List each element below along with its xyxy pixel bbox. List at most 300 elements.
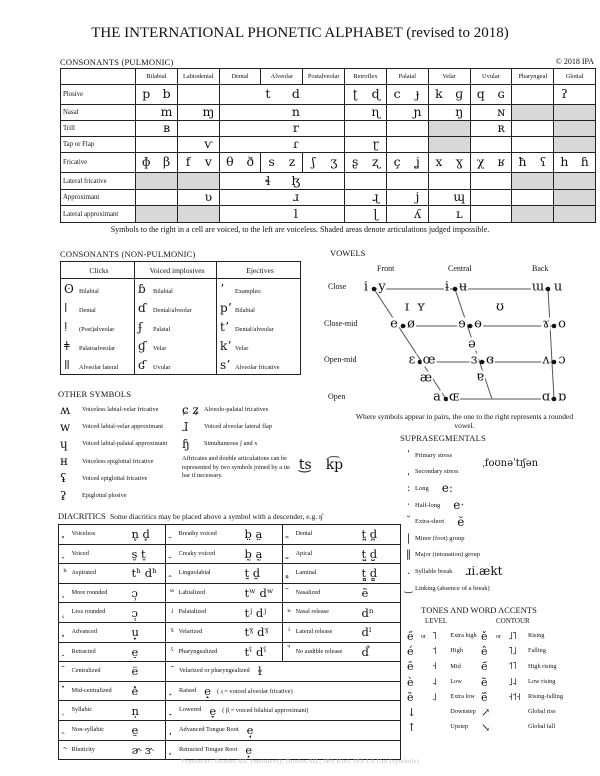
consonant-cell [345, 190, 387, 206]
vowel-symbol: ʊ [495, 299, 505, 315]
voiced-symbol: ɹ [292, 189, 299, 205]
voiced-symbol: ɦ [580, 154, 589, 170]
voiced-symbol: ʁ [497, 154, 505, 170]
diacritic-example: b̰ a̰ [245, 544, 283, 564]
diacritic-name: Advanced [72, 622, 132, 642]
vowel-row-label: Open-mid [324, 355, 357, 364]
diacritic-name: Syllabic [72, 701, 132, 721]
symbol-name: Voiced labial-palatal approximant [82, 440, 168, 448]
consonant-cell [303, 153, 345, 173]
diacritic-mark [166, 725, 179, 735]
suprasegmental-row [402, 530, 594, 547]
consonant-cell [177, 137, 219, 153]
impossible-cell [136, 173, 178, 190]
consonant-cell [177, 153, 219, 173]
consonant-cell [345, 121, 387, 137]
symbol-name: Dental [79, 306, 96, 314]
nonpulmonic-cell [135, 279, 217, 299]
place-header: Pharyngeal [512, 69, 554, 85]
symbol-name: Alveolar lateral [79, 363, 119, 371]
tone-letter: ˦˥ [508, 661, 516, 673]
ipa-symbol: pʼ [220, 300, 232, 315]
tone-symbol: ↓ [407, 706, 417, 720]
nonpulmonic-cell [135, 298, 217, 317]
place-header: Dental [219, 69, 261, 85]
voiceless-symbol: t [265, 86, 271, 102]
consonant-cell [428, 206, 470, 223]
voiceless-symbol: ħ [518, 154, 527, 170]
voiced-symbol: ɖ [371, 86, 380, 102]
voiced-symbol: ʟ [455, 205, 463, 221]
diacritic-name: Linguolabial [179, 564, 245, 584]
ipa-symbol: ɧ [182, 436, 190, 451]
other-symbols-title: OTHER SYMBOLS [58, 389, 132, 399]
vowel-symbol: ɞ [486, 352, 494, 368]
consonant-cell [219, 105, 344, 121]
impossible-cell [512, 173, 554, 190]
tone-row [407, 720, 489, 735]
diacritic-merged-cell [166, 662, 401, 682]
voiced-symbol: ʒ [330, 154, 338, 170]
diacritic-mark [59, 720, 72, 740]
consonant-cell [554, 153, 596, 173]
diacritic-mark [283, 583, 296, 603]
diacritic-name: Apical [296, 544, 362, 564]
consonant-cell [386, 173, 428, 190]
voiceless-symbol: ɸ [141, 154, 151, 170]
tone-symbol: ↑ [407, 721, 417, 735]
diacritic-name: Raised [179, 686, 197, 694]
tones-contour-header: CONTOUR [496, 617, 530, 625]
suprasegmental-row [402, 547, 594, 564]
voiced-symbol: ɾ [293, 136, 299, 152]
diacritic-mark: ʰ [59, 564, 72, 584]
voiced-symbol: ɭ [373, 205, 378, 221]
tone-letter: ˩ [431, 691, 436, 703]
other-symbol-row [60, 487, 228, 504]
voiced-symbol: ʋ [204, 189, 213, 205]
voiced-symbol: ɡ [455, 86, 464, 102]
diacritics-subtitle: Some diacritics may be placed above a symbol with a descender, e.g. ŋ̊ [109, 512, 323, 521]
tie-bar-examples [299, 457, 357, 474]
other-symbols-right-column [182, 401, 307, 453]
vowels-note: Where symbols appear in pairs, the one to the right represents a rounded vowel. [355, 412, 574, 430]
impossible-cell [554, 137, 596, 153]
suprasegmental-example: ĕ [457, 514, 465, 529]
ipa-symbol: ʡ [60, 488, 67, 503]
tone-symbol: ě [481, 630, 488, 644]
diacritic-mark [166, 745, 179, 755]
diacritic-name: Rhoticity [72, 740, 132, 760]
consonant-cell [136, 190, 178, 206]
consonant-cell [345, 153, 387, 173]
tone-symbol: ē [407, 660, 414, 674]
tone-name: High [450, 647, 463, 655]
tone-row [481, 720, 596, 735]
diacritic-name: Voiced [72, 544, 132, 564]
place-header: Postalveolar [303, 69, 345, 85]
diacritic-merged-cell [166, 740, 401, 760]
suprasegmental-mark: ‿ [404, 582, 413, 594]
voiced-symbol: ʎ [413, 205, 422, 221]
ipa-symbol: sʼ [220, 357, 230, 372]
vowel-symbol: ɘ [458, 316, 466, 332]
ipa-symbol: ʢ [60, 471, 67, 486]
consonant-cell [345, 105, 387, 121]
diacritic-mark: ˜ [170, 666, 175, 677]
suprasegmentals-title: SUPRASEGMENTALS [400, 433, 486, 443]
suprasegmental-row [402, 563, 594, 580]
tone-row [407, 705, 489, 720]
voiced-symbol: ɟ [415, 86, 420, 102]
voiceless-symbol: ɬ [265, 172, 271, 188]
consonant-cell [428, 173, 470, 190]
diacritic-mark: ˤ [166, 642, 179, 662]
consonant-cell [470, 190, 512, 206]
suprasegmental-row [402, 580, 594, 597]
vowels-section-title: VOWELS [330, 248, 366, 258]
suprasegmental-name: Long [415, 484, 429, 492]
vowel-col-label: Back [532, 264, 549, 273]
voiceless-symbol: q [476, 86, 485, 102]
symbol-name: Palatal [153, 325, 171, 333]
impossible-cell [428, 137, 470, 153]
symbol-name: Voiceless labial-velar fricative [82, 406, 159, 414]
voiced-symbol: ɳ [371, 104, 381, 120]
diacritic-mark: ⁿ [283, 603, 296, 623]
consonant-cell [386, 153, 428, 173]
ipa-symbol: ɗ [138, 300, 147, 315]
symbol-name: Examples: [235, 287, 262, 295]
vowel-chart [322, 248, 598, 448]
nonpulmonic-cell [135, 355, 217, 375]
consonant-cell [386, 137, 428, 153]
diacritic-mark [59, 642, 72, 662]
suprasegmental-name: Minor (foot) group [415, 534, 465, 542]
diacritic-name: Lowered [179, 706, 202, 714]
consonant-cell [470, 85, 512, 105]
vowel-symbol: ɔ [558, 352, 566, 368]
suprasegmental-mark: ‖ [406, 549, 411, 561]
voiceless-symbol: ʂ [352, 154, 359, 170]
ipa-symbol: ǀ [64, 300, 68, 315]
vowel-symbol: u [553, 279, 563, 295]
vowel-symbol: ʏ [416, 299, 426, 315]
ipa-symbol: ǃ [64, 319, 68, 334]
ipa-symbol: ɺ [182, 419, 189, 434]
tone-row [481, 659, 596, 674]
typeface-credit: Typefaces: Doulos SIL (metatext); Doulos SIL, IPA Kiel, IPA LS Uni (symbols) [180, 758, 420, 765]
tone-row [481, 690, 596, 705]
vowel-symbol: ɯ [531, 279, 545, 295]
place-header: Bilabial [136, 69, 178, 85]
vowel-symbol: œ [422, 352, 436, 368]
nonpulmonic-cell [61, 279, 135, 299]
voiceless-symbol: θ [226, 154, 234, 170]
symbol-name: Bilabial [235, 306, 255, 314]
consonant-cell [470, 121, 512, 137]
consonant-cell [512, 121, 554, 137]
consonant-cell [177, 190, 219, 206]
diacritic-example: n̩ [132, 701, 166, 721]
diacritic-example: e̘ [246, 723, 254, 738]
tone-row [481, 675, 596, 690]
manner-label: Approximant [61, 190, 136, 206]
tone-name: Extra high [450, 632, 477, 640]
tie-bar-example: t͜s [299, 457, 312, 473]
diacritic-example: e̞ [209, 703, 217, 718]
diacritic-example: u̟ [132, 622, 166, 642]
symbol-name: Velar [235, 344, 249, 352]
consonant-cell [512, 137, 554, 153]
tone-letter: ˦ [431, 646, 436, 658]
symbol-name: Velar [153, 344, 167, 352]
diacritic-mark [283, 564, 296, 584]
impossible-cell [512, 105, 554, 121]
diacritic-name: Pharyngealized [179, 642, 245, 662]
voiced-symbol: ɣ [455, 154, 464, 170]
voiced-symbol: n [291, 104, 300, 120]
suprasegmental-name: Half-long [415, 501, 441, 509]
suprasegmental-mark: . [406, 565, 411, 577]
ipa-symbol: ɓ [138, 281, 146, 296]
ipa-symbol: ʼ [220, 281, 224, 296]
ipa-symbol: kʼ [220, 338, 232, 353]
diacritic-name: Velarized [179, 622, 245, 642]
tone-letter: ˥ [431, 631, 436, 643]
suprasegmental-name: Extra-short [415, 518, 445, 526]
tone-letter: ˧ [431, 661, 436, 673]
symbol-name: Dental/alveolar [235, 325, 274, 333]
suprasegmental-row [402, 497, 594, 514]
tone-row [481, 705, 596, 720]
tone-symbol: ȅ [407, 690, 414, 704]
tone-name: Low rising [528, 677, 556, 685]
diacritic-mark [166, 564, 179, 584]
diacritic-mark [166, 686, 179, 696]
symbol-name: Voiced labial-velar approximant [82, 423, 164, 431]
consonant-cell [177, 121, 219, 137]
symbol-name: Bilabial [153, 287, 173, 295]
diacritic-merged-cell [166, 701, 401, 721]
consonant-cell [470, 206, 512, 223]
ipa-symbol: ǂ [64, 338, 70, 353]
consonant-cell [386, 190, 428, 206]
tone-letter: ˥˩ [508, 646, 516, 658]
consonant-cell [428, 105, 470, 121]
other-symbol-row [182, 418, 307, 435]
suprasegmental-mark: ː [406, 482, 411, 494]
diacritic-name: More rounded [72, 583, 132, 603]
impossible-cell [554, 121, 596, 137]
other-symbol-row [182, 435, 307, 452]
consonant-cell [219, 121, 344, 137]
diacritic-name: Laminal [296, 564, 362, 584]
voiced-symbol: ɰ [453, 189, 466, 205]
page-title: THE INTERNATIONAL PHONETIC ALPHABET (revised to 2018) [91, 25, 509, 41]
voiced-symbol: ʀ [497, 120, 505, 136]
voiced-symbol: ɴ [497, 104, 506, 120]
symbol-name: Palatoalveolar [79, 344, 116, 352]
consonant-cell [386, 121, 428, 137]
consonant-cell [345, 137, 387, 153]
tone-row [481, 629, 596, 644]
vowel-col-label: Front [377, 264, 395, 273]
diacritic-mark [59, 701, 72, 721]
diacritic-name: Lateral release [296, 622, 362, 642]
diacritic-example: t̪ d̪ [361, 527, 378, 542]
diacritic-mark [166, 706, 179, 716]
consonant-cell [386, 85, 428, 105]
voiced-symbol: ɽ [372, 136, 379, 152]
consonant-cell [428, 85, 470, 105]
vowel-col-label: Central [448, 264, 472, 273]
vowel-symbol: ɤ [542, 316, 550, 332]
diacritic-example: ɫ [257, 664, 263, 679]
tone-name: Downstep [450, 708, 476, 716]
ipa-symbol: ɥ [60, 436, 68, 451]
impossible-cell [554, 173, 596, 190]
vowel-symbol: ʌ [542, 352, 550, 368]
tone-name: Rising [528, 632, 545, 640]
voiced-symbol: ʕ [539, 154, 547, 170]
vowel-symbol: ɛ [408, 352, 416, 368]
voiceless-symbol: ʈ [352, 86, 358, 102]
impossible-cell [554, 190, 596, 206]
symbol-name: Alveolo-palatal fricatives [204, 406, 269, 414]
diacritic-mark: ˡ [283, 622, 296, 642]
tone-symbol: ↗ [481, 706, 491, 720]
nonpulmonic-header: Voiced implosives [135, 262, 217, 279]
voiceless-symbol: c [393, 86, 401, 102]
place-header: Glottal [554, 69, 596, 85]
nonpulmonic-cell [217, 355, 301, 375]
consonant-cell [219, 173, 344, 190]
voiced-symbol: ð [246, 154, 254, 170]
tone-symbol: ê [481, 645, 488, 659]
suprasegmental-mark: ˘ [406, 516, 411, 528]
suprasegmental-row [402, 513, 594, 530]
consonant-cell [470, 105, 512, 121]
suprasegmental-example: eː [441, 481, 453, 496]
diacritic-example: tʰ dʰ [132, 564, 166, 584]
consonant-cell [345, 85, 387, 105]
voiceless-symbol: f [185, 154, 191, 170]
diacritic-example: ɔ̜ [132, 603, 166, 623]
diacritic-example: t̻ d̻ [362, 564, 401, 584]
manner-label: Trill [61, 121, 136, 137]
voiced-symbol: b [162, 86, 171, 102]
suprasegmentals-list [402, 447, 594, 596]
diacritic-example: tˠ dˠ [245, 622, 283, 642]
voiced-symbol: r [292, 120, 299, 136]
nonpulmonic-cell [61, 336, 135, 355]
diacritic-extra-note: ( ɹ̝ = voiced alveolar fricative) [216, 687, 293, 695]
diacritic-mark [59, 544, 72, 564]
suprasegmental-name: Linking (absence of a break) [415, 584, 490, 592]
diacritic-mark [283, 544, 296, 564]
symbol-name: (Post)alveolar [79, 325, 115, 333]
manner-label: Plosive [61, 85, 136, 105]
place-header: Palatal [386, 69, 428, 85]
voiced-symbol: z [288, 154, 296, 170]
consonant-cell [386, 105, 428, 121]
manner-label: Lateral fricative [61, 173, 136, 190]
diacritic-name: Advanced Tongue Root [179, 725, 239, 733]
voiceless-symbol: χ [476, 154, 485, 170]
voiced-symbol: ɻ [372, 189, 380, 205]
suprasegmental-name: Secondary stress [415, 468, 459, 476]
vowel-symbol: ɨ [444, 279, 450, 295]
diacritic-merged-cell [166, 681, 401, 701]
vowel-symbol: ɜ [470, 352, 478, 368]
suprasegmental-row [402, 480, 594, 497]
consonant-cell [219, 153, 261, 173]
nonpulmonic-consonants-table [60, 261, 301, 375]
consonant-cell [219, 85, 344, 105]
symbol-name: Epiglottal plosive [82, 492, 127, 500]
tone-row [407, 659, 489, 674]
symbol-name: Uvular [153, 363, 171, 371]
tone-symbol: e᷈ [481, 690, 488, 704]
diacritic-example: dⁿ [362, 603, 401, 623]
tone-row [407, 629, 489, 644]
impossible-cell [554, 105, 596, 121]
diacritic-example: dˡ [362, 622, 401, 642]
diacritic-name: Palatalized [179, 603, 245, 623]
symbol-name: Simultaneous ʃ and x [204, 440, 258, 448]
tone-symbol: é [407, 645, 414, 659]
diacritic-mark [59, 622, 72, 642]
tone-row [407, 644, 489, 659]
diacritic-name: Dental [295, 530, 313, 537]
pulmonic-section-title: CONSONANTS (PULMONIC) [60, 57, 174, 67]
diacritic-example: e̽ [132, 681, 166, 701]
consonant-cell [512, 153, 554, 173]
diacritic-mark [59, 583, 72, 603]
consonant-cell [512, 85, 554, 105]
diacritic-name: Retracted [72, 642, 132, 662]
vowel-symbol: e [390, 316, 398, 332]
consonant-cell [470, 153, 512, 173]
vowel-row-label: Open [328, 392, 346, 401]
tone-symbol: e᷄ [481, 660, 488, 674]
symbol-name: Alveolar fricative [235, 363, 280, 371]
symbol-name: Bilabial [79, 287, 99, 295]
vowel-row-label: Close-mid [324, 319, 358, 328]
consonant-cell [136, 121, 178, 137]
tone-letter: ˧˦˧ [508, 691, 520, 703]
tone-name: Global fall [528, 723, 556, 731]
impossible-cell [136, 206, 178, 223]
voiced-symbol: m [160, 104, 173, 120]
tone-name: Global rise [528, 708, 556, 716]
diacritic-mark: ʷ [166, 583, 179, 603]
nonpulmonic-cell [61, 298, 135, 317]
nonpulmonic-cell [217, 336, 301, 355]
vowel-symbol: ɶ [448, 389, 460, 405]
place-header: Labiodental [177, 69, 219, 85]
suprasegmental-mark: | [406, 532, 411, 544]
voiced-symbol: ɮ [291, 172, 301, 188]
diacritic-example: ẽ [362, 583, 401, 603]
vowel-symbol: æ [419, 370, 433, 386]
ipa-symbol: ǁ [64, 357, 70, 372]
consonant-cell [470, 137, 512, 153]
diacritic-example: b̤ a̤ [244, 527, 263, 542]
ipa-symbol: ɕ ʑ [182, 402, 200, 417]
voiced-symbol: ŋ [455, 104, 464, 120]
